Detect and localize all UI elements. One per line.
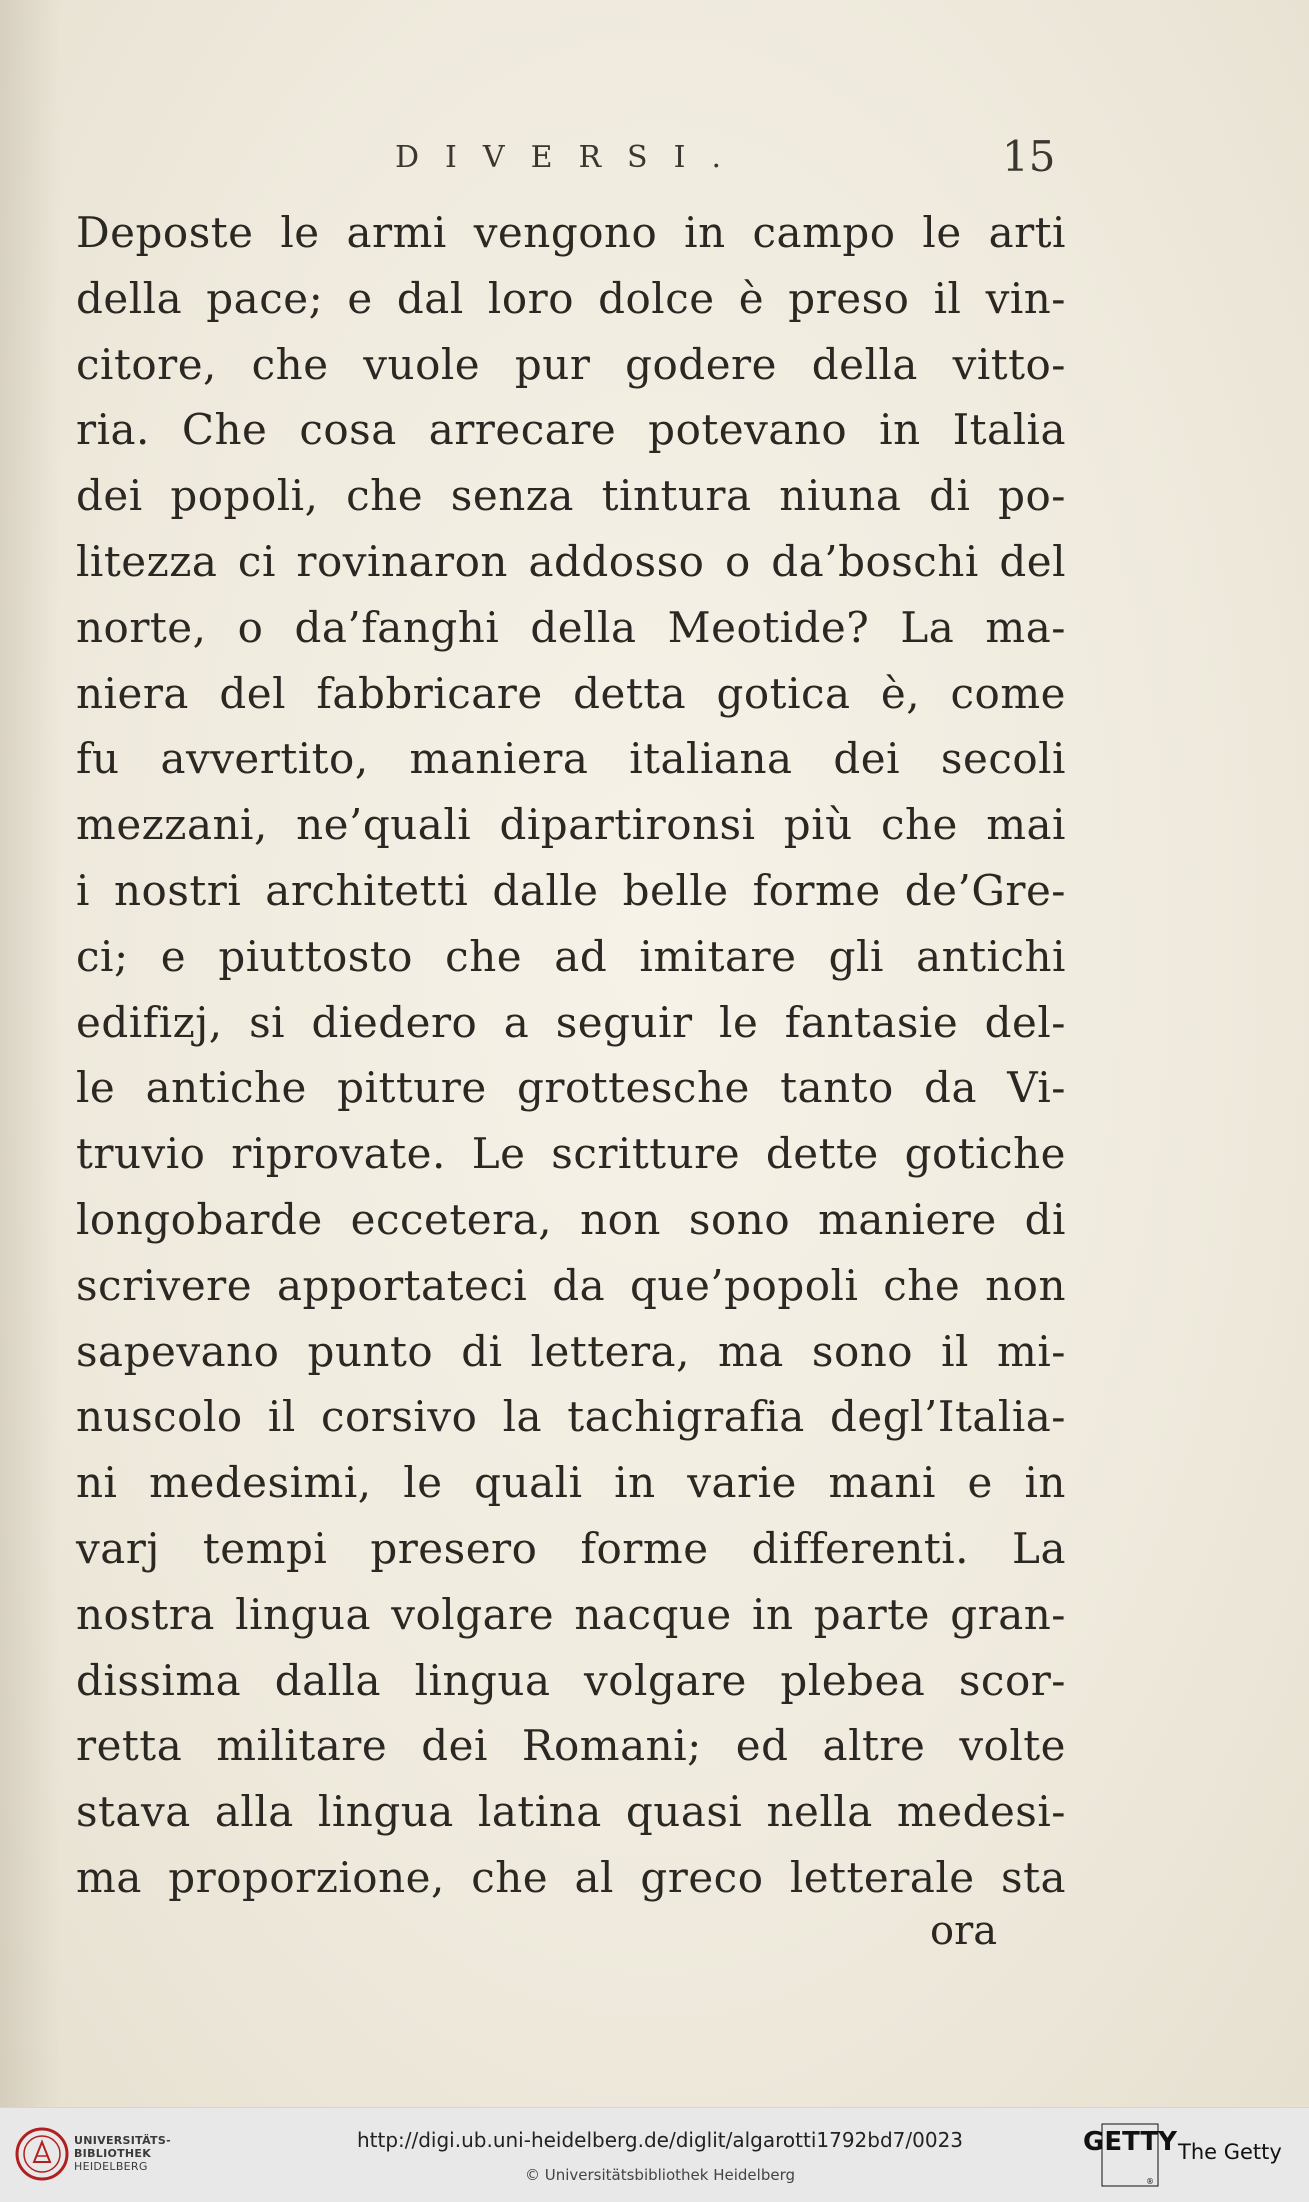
text-line: retta militare dei Romani; ed altre volte [76, 1721, 1066, 1771]
text-line: Deposte le armi vengono in campo le arti [76, 208, 1066, 257]
text-line: ni medesimi, le quali in varie mani e in [76, 1458, 1066, 1508]
text-line: ria. Che cosa arrecare potevano in Italia [76, 405, 1066, 455]
text-line: litezza ci rovinaron addosso o da’boschi del [76, 536, 1066, 586]
text-line: le antiche pitture grottesche tanto da Vi- [76, 1063, 1066, 1113]
text-line: niera del fabbricare detta gotica è, come [76, 668, 1066, 718]
getty-logo-icon[interactable] [1083, 2122, 1177, 2188]
footer-bar [0, 2107, 1309, 2202]
text-line: citore, che vuole pur godere della vitto- [76, 339, 1066, 389]
text-line: fu avvertito, maniera italiana dei secoli [76, 734, 1066, 784]
page-number: 15 [1002, 132, 1056, 181]
text-line: ci; e piuttosto che ad imitare gli antichi [76, 931, 1066, 981]
text-line: nostra lingua volgare nacque in parte gran- [76, 1589, 1066, 1639]
catchword: ora [930, 1908, 998, 1954]
getty-mark-text: GETTY [1083, 2127, 1177, 2157]
text-line: stava alla lingua latina quasi nella medesi- [76, 1787, 1066, 1837]
text-line: norte, o da’fanghi della Meotide? La ma- [76, 602, 1066, 652]
text-line: varj tempi presero forme differenti. La [76, 1523, 1066, 1573]
partner-name: The Getty [1178, 2140, 1282, 2164]
text-line: edifizj, si diedero a seguir le fantasie del- [76, 997, 1066, 1047]
running-head: DIVERSI. [395, 140, 747, 175]
text-line: i nostri architetti dalle belle forme de’Gre- [76, 865, 1066, 915]
text-line: ma proporzione, che al greco letterale sta [76, 1852, 1066, 1902]
university-name-line: HEIDELBERG [74, 2160, 148, 2173]
university-name-line: BIBLIOTHEK [74, 2147, 152, 2160]
spine-shadow [0, 0, 60, 2107]
permalink-url[interactable]: http://digi.ub.uni-heidelberg.de/diglit/algarotti1792bd7/0023 [356, 2128, 964, 2152]
body-text [76, 200, 1066, 1911]
university-name [74, 2134, 171, 2173]
copyright-notice: © Universitätsbibliothek Heidelberg [524, 2166, 795, 2184]
text-line: longobarde eccetera, non sono maniere di [76, 1194, 1066, 1244]
text-line: dei popoli, che senza tintura niuna di po- [76, 471, 1066, 521]
text-line: scrivere apportateci da que’popoli che non [76, 1260, 1066, 1310]
text-line: dissima dalla lingua volgare plebea scor- [76, 1655, 1066, 1705]
text-line: truvio riprovate. Le scritture dette gotiche [76, 1129, 1066, 1179]
text-line: della pace; e dal loro dolce è preso il vin- [76, 273, 1066, 323]
text-line: mezzani, ne’quali dipartironsi più che mai [76, 800, 1066, 850]
text-line: nuscolo il corsivo la tachigrafia degl’Italia- [76, 1392, 1066, 1442]
university-name-line: UNIVERSITÄTS- [74, 2134, 171, 2147]
text-line: sapevano punto di lettera, ma sono il mi- [76, 1326, 1066, 1376]
registered-mark: ® [1146, 2177, 1154, 2186]
university-seal-icon [14, 2126, 70, 2182]
university-logo[interactable] [14, 2122, 174, 2188]
